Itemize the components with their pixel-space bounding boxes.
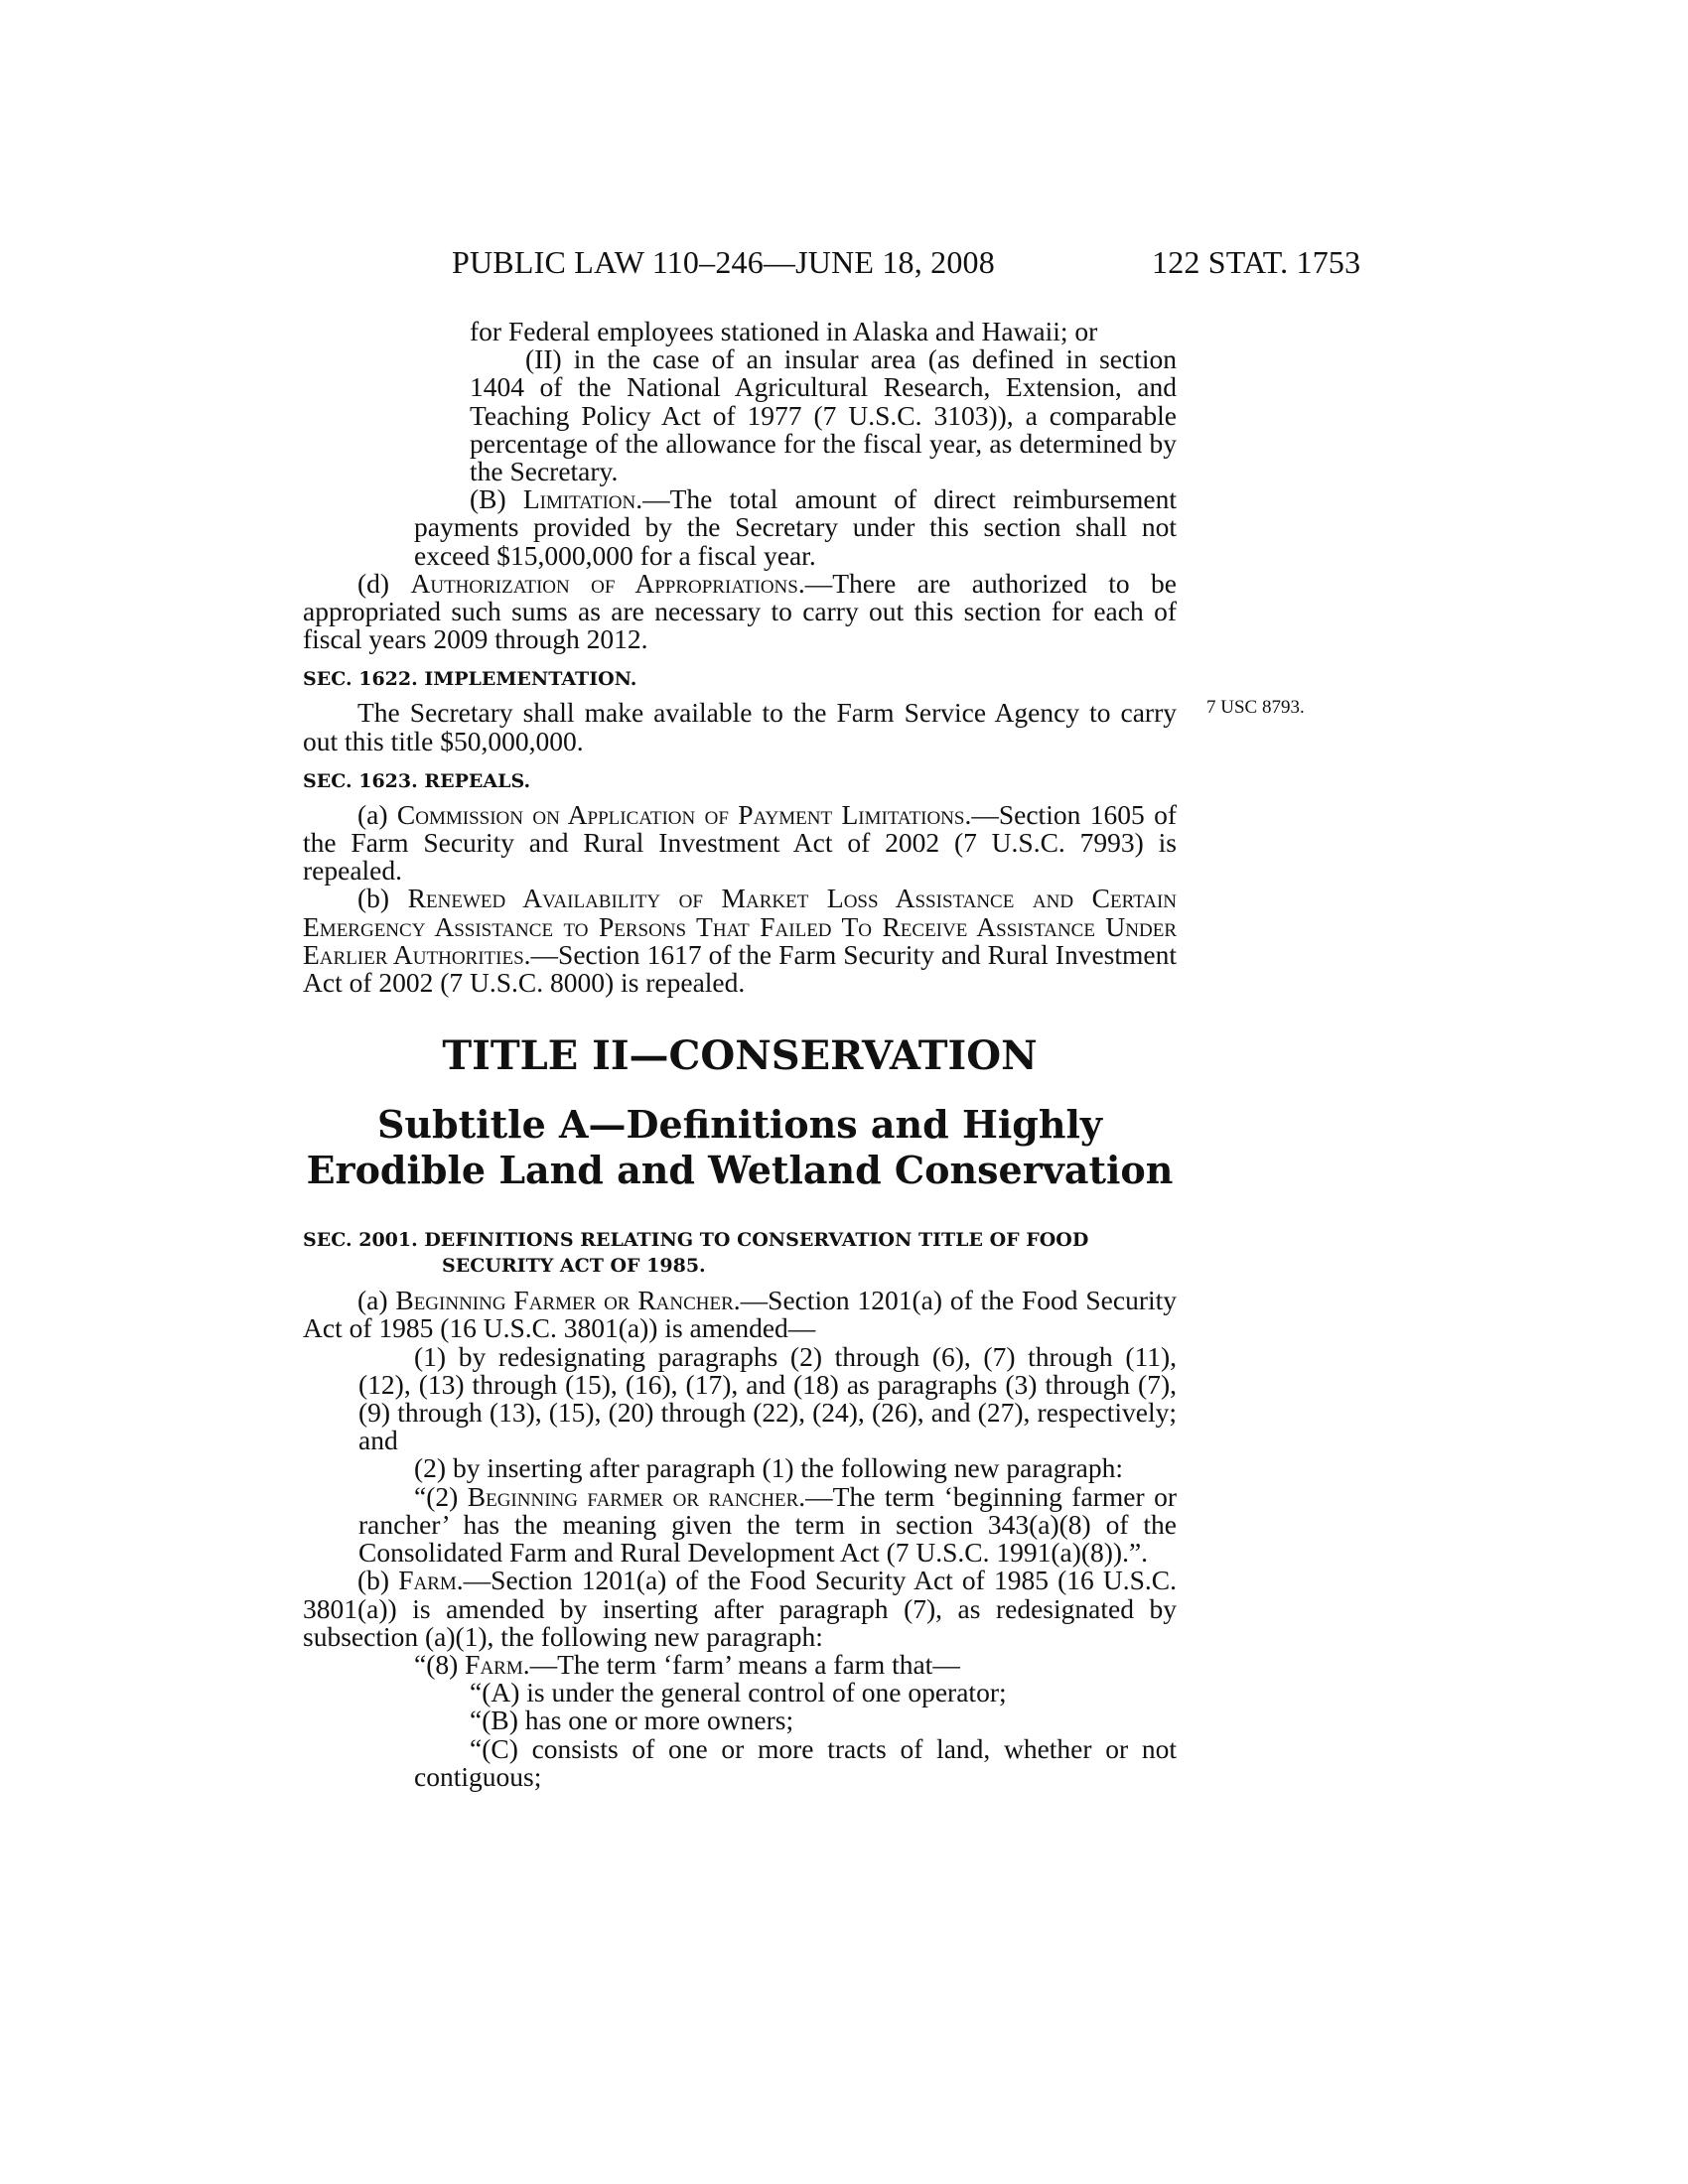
text-run: (a) — [357, 1285, 396, 1316]
paragraph-II — [303, 345, 1177, 485]
text-run: “(C) consists of one or more tracts of land, whether or not contiguous; — [414, 1732, 1177, 1792]
text-run: .—Section 1201(a) of the Food Security Act of 1985 (16 U.S.C. 3801(a)) is amended— — [303, 1285, 1178, 1344]
page-body — [303, 318, 1177, 1791]
small-caps-heading: Limitation — [522, 483, 636, 515]
text-run: .—There are authorized to be appropriated such sums as are necessary to carry out this section for each of fiscal years 2009 through 2012. — [303, 567, 1178, 655]
paragraph-2001-a1 — [303, 1340, 1177, 1456]
paragraph-2001-a2 — [303, 1454, 1177, 1482]
paragraph-2001-b8-C — [303, 1732, 1177, 1792]
text-run: “(2) — [414, 1480, 468, 1512]
paragraph-2001-b8-B — [303, 1706, 1177, 1734]
small-caps-heading: Renewed Availability of Market Loss Assistance and Certain Emergency Assistance to Persons That Failed To Receive Assistance Under Earlier Authorities — [303, 883, 1177, 970]
text-run: .—The total amount of direct reimbursement payments provided by the Secretary under this section shall not exceed $15,000,000 for a fiscal year. — [414, 483, 1177, 571]
text-run: (b) — [357, 1565, 399, 1596]
small-caps-heading: Farm — [465, 1648, 523, 1680]
text-run: “(8) — [414, 1648, 466, 1680]
small-caps-heading: Commission on Application of Payment Limitations — [396, 798, 965, 830]
text-run: .—Section 1201(a) of the Food Security Act of 1985 (16 U.S.C. 3801(a)) is amended by inserting after paragraph (7), as redesignated by subsection (a)(1), the following new paragraph: — [303, 1565, 1177, 1652]
paragraph-2001-b8-A — [303, 1679, 1177, 1706]
section-heading-1623: SEC. 1623. REPEALS. — [303, 769, 531, 792]
text-run: .—Section 1605 of the Farm Security and Rural Investment Act of 2002 (7 U.S.C. 7993) is repealed. — [303, 798, 1177, 887]
subtitle-heading-line2: Erodible Land and Wetland Conservation — [306, 1148, 1174, 1193]
text-run: .—Section 1617 of the Farm Security and Rural Investment Act of 2002 (7 U.S.C. 8000) is repealed. — [303, 938, 1178, 999]
text-run: (II) in the case of an insular area (as defined in section 1404 of the National Agricultural Research, Extension, and Teaching Policy Act of 1977 (7 U.S.C. 3103)), a comparable percentage of the allowance for the fiscal year, as determined by the Secretary. — [470, 343, 1177, 487]
small-caps-heading: Farm — [398, 1565, 457, 1596]
paragraph-2001-a2-quoted — [303, 1480, 1177, 1569]
paragraph-2001-b — [303, 1567, 1177, 1651]
text-run: (b) — [357, 883, 408, 914]
running-header-right: 122 STAT. 1753 — [1152, 244, 1361, 280]
paragraph-1623-b — [303, 885, 1177, 997]
text-run: .—The term ‘beginning farmer or rancher’ has the meaning given the term in section 343(a)(8) of the Consolidated Farm and Rural Development Act (7 U.S.C. 1991(a)(8)).”. — [358, 1480, 1177, 1569]
small-caps-heading: Authorization of Appropriations — [410, 567, 798, 599]
text-run: “(B) has one or more owners; — [470, 1705, 794, 1736]
text-run: (B) — [470, 483, 523, 515]
paragraph-1623-a — [303, 798, 1177, 887]
paragraph-continuation — [303, 318, 1177, 345]
paragraph-1622 — [303, 699, 1177, 754]
subtitle-heading-line1: Subtitle A—Definitions and Highly — [376, 1102, 1102, 1148]
section-heading-2001 — [303, 1227, 1177, 1279]
paragraph-2001-b8 — [303, 1648, 1177, 1680]
text-run: for Federal employees stationed in Alaska and Hawaii; or — [470, 316, 1098, 346]
section-heading-line2: SECURITY ACT OF 1985. — [442, 1255, 706, 1278]
text-run: (2) by inserting after paragraph (1) the following new paragraph: — [414, 1452, 1123, 1484]
paragraph-d-authorization — [303, 567, 1178, 655]
section-heading-line1: SEC. 2001. DEFINITIONS RELATING TO CONSERVATION TITLE OF FOOD — [303, 1229, 1089, 1252]
text-run: (d) — [357, 567, 411, 599]
paragraph-B-limitation — [303, 485, 1177, 570]
margin-citation: 7 USC 8793. — [1206, 697, 1305, 718]
small-caps-heading: Beginning farmer or rancher — [467, 1480, 799, 1512]
title-heading: TITLE II—CONSERVATION — [442, 1032, 1038, 1080]
text-run: “(A) is under the general control of one operator; — [470, 1677, 1007, 1708]
section-heading-1622: SEC. 1622. IMPLEMENTATION. — [303, 668, 637, 691]
paragraph-2001-a — [303, 1287, 1177, 1342]
text-run: .—The term ‘farm’ means a farm that— — [522, 1648, 960, 1680]
small-caps-heading: Beginning Farmer or Rancher — [395, 1285, 734, 1316]
text-run: The Secretary shall make available to the Farm Service Agency to carry out this title $50,000,000. — [303, 697, 1177, 756]
text-run: (a) — [357, 798, 397, 830]
running-header-left: PUBLIC LAW 110–246—JUNE 18, 2008 — [452, 244, 995, 280]
text-run: (1) by redesignating paragraphs (2) through (6), (7) through (11), (12), (13) through (15), (16), (17), and (18) as paragraphs (3) through (7), (9) through (13), (15), (20) through (22), (24), (26), and (27), respectively; and — [358, 1340, 1177, 1456]
